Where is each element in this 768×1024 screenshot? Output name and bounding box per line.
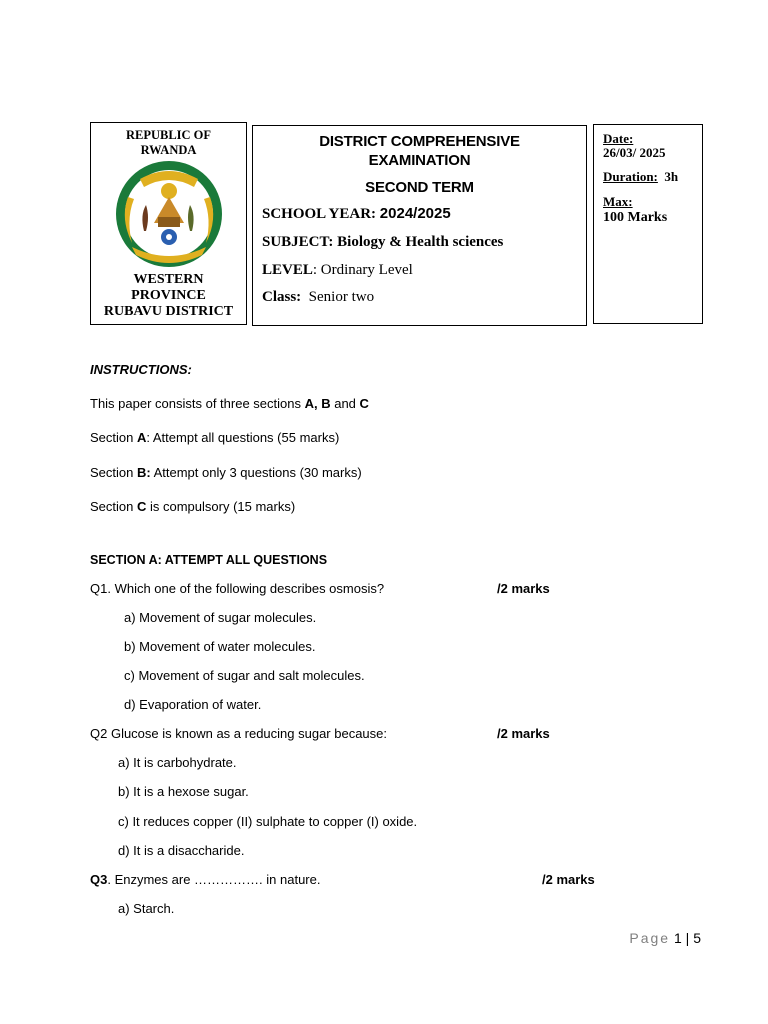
instruction-line-sections — [90, 396, 369, 412]
level-value: : Ordinary Level — [312, 262, 413, 278]
duration-value: 3h — [664, 169, 679, 184]
instruction-text: Attempt only 3 questions (30 marks) — [150, 465, 362, 480]
question-1-option-c: c) Movement of sugar and salt molecules. — [124, 668, 365, 683]
class-label: Class: — [262, 289, 302, 305]
page-separator: | — [681, 930, 694, 946]
instruction-line-section-c — [90, 499, 295, 515]
question-1-text: Q1. Which one of the following describes osmosis? — [90, 581, 385, 596]
instruction-section-c: C — [359, 396, 369, 411]
question-2-option-a: a) It is carbohydrate. — [118, 755, 237, 770]
question-3-marks: /2 marks — [542, 872, 595, 887]
instruction-line-section-a — [90, 430, 339, 446]
header-left-box — [90, 122, 247, 325]
class-value: Senior two — [308, 289, 375, 305]
rwanda-seal-emblem — [110, 157, 228, 271]
instruction-sections-ab: A, B — [304, 396, 331, 411]
header-center-box — [252, 125, 587, 326]
question-3-label: Q3 — [90, 872, 108, 887]
school-year-label: SCHOOL YEAR: — [262, 206, 380, 222]
section-a-heading: SECTION A: ATTEMPT ALL QUESTIONS — [90, 553, 328, 567]
instruction-line-section-b — [90, 465, 362, 481]
question-2-text: Q2 Glucose is known as a reducing sugar because: — [90, 726, 388, 741]
page-word: Page — [629, 930, 671, 946]
header-right-box — [593, 124, 703, 324]
level-label: LEVEL — [262, 262, 313, 278]
instruction-section-label: A — [136, 430, 147, 445]
instruction-text: Section — [90, 430, 137, 445]
question-1-option-b: b) Movement of water molecules. — [124, 639, 316, 654]
school-year-value: 2024/2025 — [379, 205, 451, 222]
duration-label: Duration: — [603, 169, 658, 184]
max-value: 100 Marks — [603, 210, 668, 225]
school-year-row — [262, 205, 451, 223]
subject-label: SUBJECT: — [262, 234, 338, 250]
page-total: 5 — [693, 930, 701, 946]
question-3-option-a: a) Starch. — [118, 901, 175, 916]
instruction-text: is compulsory (15 marks) — [146, 499, 296, 514]
subject-value: Biology & Health sciences — [337, 234, 504, 250]
level-row — [262, 261, 413, 279]
question-3-row — [90, 872, 320, 888]
exam-term: SECOND TERM — [365, 179, 474, 196]
max-label: Max: — [603, 194, 633, 209]
question-1-option-d: d) Evaporation of water. — [124, 697, 262, 712]
instruction-text: and — [330, 396, 360, 411]
question-1-marks: /2 marks — [497, 581, 550, 596]
subject-row — [262, 233, 503, 251]
instruction-section-label: C — [136, 499, 147, 514]
country-name-line2: RWANDA — [140, 143, 197, 157]
province-name-line2: PROVINCE — [131, 288, 206, 303]
district-name: RUBAVU DISTRICT — [103, 304, 234, 319]
question-2-option-b: b) It is a hexose sugar. — [118, 784, 249, 799]
instruction-text: This paper consists of three sections — [90, 396, 305, 411]
question-2-option-c: c) It reduces copper (II) sulphate to copper (I) oxide. — [118, 814, 418, 829]
instruction-text: Section — [90, 499, 137, 514]
instruction-text: : Attempt all questions (55 marks) — [146, 430, 340, 445]
page-footer — [629, 930, 701, 947]
date-label: Date: — [603, 131, 634, 146]
exam-title-line2: EXAMINATION — [368, 152, 471, 169]
duration-row — [603, 169, 678, 184]
question-1-option-a: a) Movement of sugar molecules. — [124, 610, 317, 625]
class-row — [262, 288, 374, 306]
instruction-section-label: B: — [136, 465, 151, 480]
date-value: 26/03/ 2025 — [603, 145, 666, 160]
instructions-heading: INSTRUCTIONS: — [90, 362, 192, 377]
question-2-option-d: d) It is a disaccharide. — [118, 843, 245, 858]
exam-title: DISTRICT COMPREHENSIVE — [319, 133, 520, 150]
province-name: WESTERN — [133, 272, 204, 287]
instruction-text: Section — [90, 465, 137, 480]
question-3-text: . Enzymes are ……………. in nature. — [107, 872, 321, 887]
country-name: REPUBLIC OF — [125, 128, 212, 142]
page-number: 1 — [673, 930, 682, 946]
question-2-marks: /2 marks — [497, 726, 550, 741]
